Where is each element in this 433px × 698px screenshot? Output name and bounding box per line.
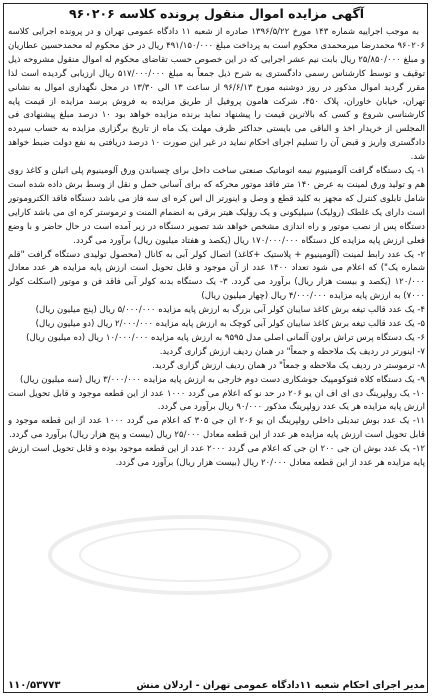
notice-footer bbox=[8, 661, 425, 691]
signature-line: مدیر اجرای احکام شعبه ۱۱دادگاه عمومی تهران - اردلان منش bbox=[136, 680, 425, 691]
item-9: ۹- یک دستگاه کلاه فتوکومپیک جوشکاری دست دوم خارجی به ارزش پایه مزایده ۳/۰۰۰/۰۰۰ ریال (سه میلیون ریال) bbox=[19, 374, 425, 385]
notice-code: ۱۱۰/۵۳۷۷۳ bbox=[8, 680, 61, 691]
item-2-3: ۲- یک عدد رابط لمینت (آلومینیوم + پلاستیک +کاغذ) اتصال کولر آبی به کانال (محصول تولیدی دستگاه گرافت "قلم شماره یک") که اعلام می شود تعداد ۱۴۰۰ عدد از آن موجود و قابل تحویل است ارزش پایه مزایده هر عدد معادل ۱۲۰/۰۰۰ (یکصد و بیست هزار ریال) برآورد می گردد. ۳- یک دستگاه بدنه کولر آبی فاقد فن و موتور (اسکلت کولر ۷۰۰۰) به ارزش پایه مزایده ۴/۰۰۰/۰۰۰ ریال (چهار میلیون ریال) bbox=[8, 249, 425, 302]
item-11: ۱۱- یک عدد بوش تبدیلی داخلی رولپرینگ ان یو ۲۰۶ ان جی ۳۰۵ که اعلام می گردد ۱۰۰۰ عدد از این قطعه موجود و قابل تحویل است ارزش پایه مزایده هر عدد از این قطعه معادل ۲۵/۰۰۰ ریال (بیست و پنج هزار ریال) برآورد می گردد. bbox=[8, 416, 425, 441]
item-10: ۱۰- یک رولپرینگ دی ای اف ان یو ۲۰۶ در حد نو که اعلام می گردد ۱۰۰۰ عدد از این قطعه موجود و قابل تحویل است ارزش پایه مزایده هر یک عدد رولپرینگ مذکور ۹۰/۰۰۰ ریال برآورد می گردد. bbox=[8, 388, 425, 413]
item-6: ۶- یک دستگاه پرس تراش براون آلمانی اصلی مدل ۹۵۹۵ به ارزش پایه مزایده ۱۰/۰۰۰/۰۰۰ ریال (ده میلیون ریال) bbox=[26, 332, 425, 343]
notice-title: آگهی مزایده اموال منقول پرونده کلاسه ۹۶۰۲۰۶ bbox=[68, 6, 365, 21]
notice-body bbox=[8, 26, 425, 656]
item-4: ۴- یک عدد قالب تیغه برش کاغذ سایبان کولر آبی بزرگ به ارزش پایه مزایده ۵/۰۰۰/۰۰۰ ریال (پنج میلیون ریال) bbox=[35, 305, 425, 316]
item-12: ۱۲- یک عدد بوش ان جی ۲۰۰ ان جی که اعلام می گردد ۲۰۰۰ عدد از این قطعه موجود بوده و قابل تحویل است ارزش پایه مزایده هر عدد از این قطعه معادل ۲۰/۰۰۰ ریال (بیست هزار ریال) برآورد می گردد. bbox=[8, 444, 425, 469]
intro-paragraph: به موجب اجراییه شماره ۱۴۳ مورخ ۱۳۹۶/۵/۲۲ صادره از شعبه ۱۱ دادگاه عمومی تهران و در پرونده اجرایی کلاسه ۹۶۰۲۰۶ محمدرضا میرمحمدی محکوم است به پرداخت مبلغ ۴۹۱/۱۵۰/۰۰۰ ریال در حق محکوم له محمدحسین عطاریان و مبلغ ۲۵/۸۵۰/۰۰۰ ریال بابت نیم عشر اجرایی که در این خصوص حسب تقاضای محکوم له اموال منقول مشروحه ذیل توقیف و توسط کارشناس رسمی دادگستری به شرح ذیل جمعاً به مبلغ ۵۱۷/۰۰۰/۰۰۰ ریال ارزیابی گردیده است لذا مقرر گردید اموال مذکور در روز دوشنبه مورخ ۹۶/۶/۱۳ از ساعت ۱۳ الی ۱۳/۳۰ در محل نگهداری اموال به نشانی تهران، خیابان خاوران، پلاک ۴۵۰، شرکت هامون پروفیل از طریق مزایده به فروش برسد مزایده از قیمت پایه کارشناسی شروع و کسی که بالاترین قیمت را پیشنهاد نماید برنده مزایده خواهد بود ۱۰ درصد مبلغ پیشنهادی فی المجلس از خریدار اخذ و الباقی می بایستی حداکثر ظرف مهلت یک ماه از تاریخ برگزاری مزایده به حساب سپرده دادگستری واریز و قبض آن را تسلیم اجرای احکام نماید در غیر این صورت ۱۰ درصد دریافتی به نفع دولت ضبط خواهد شد. bbox=[8, 27, 425, 163]
item-1: ۱- یک دستگاه گرافت آلومینیوم نیمه اتوماتیک صنعتی ساخت داخل برای چسباندن ورق آلومینیوم پلی اتیلن و کاغذ روی هم و تولید ورق لمینت به عرض ۱۴۰ متر فاقد موتور محرکه که برای آسانی حمل و نقل از وسط برش داده شده است شامل تابلوی کنترل که مجهز به کلید قطع و وصل و اینورتر ال اس کره ای سه فاز می باشد دستگاه فاقد الکتروموتور است دارای یک غلطک (رولیک) سیلیکونی و یک رولیک هیتر برقی به انضمام المنت و ترموستر کره ای می باشد کارایی دستگاه پس از نصب موتور و راه اندازی مشخص خواهد شد تصویر دستگاه در زیر آمده است در حال حاضر و با وضع فعلی ارزش پایه مزایده کل دستگاه ۱۷۰/۰۰۰/۰۰۰ ریال (یکصد و هفتاد میلیون ریال) برآورد می گردد. bbox=[8, 166, 425, 246]
item-7: ۷- اینورتر در ردیف یک ملاحظه و جمعاً" در همان ردیف ارزش گزاری گردید. bbox=[159, 346, 425, 357]
item-5: ۵- یک عدد قالب تیغه برش کاغذ سایبان کولر آبی کوچک به ارزش پایه مزایده ۲/۰۰۰/۰۰۰ ریال (دو میلیون ریال) bbox=[35, 319, 425, 330]
item-8: ۸- ترموستر در ردیف یک ملاحظه و جمعاً" در همان ردیف ارزش گزاری گردید. bbox=[152, 360, 425, 371]
